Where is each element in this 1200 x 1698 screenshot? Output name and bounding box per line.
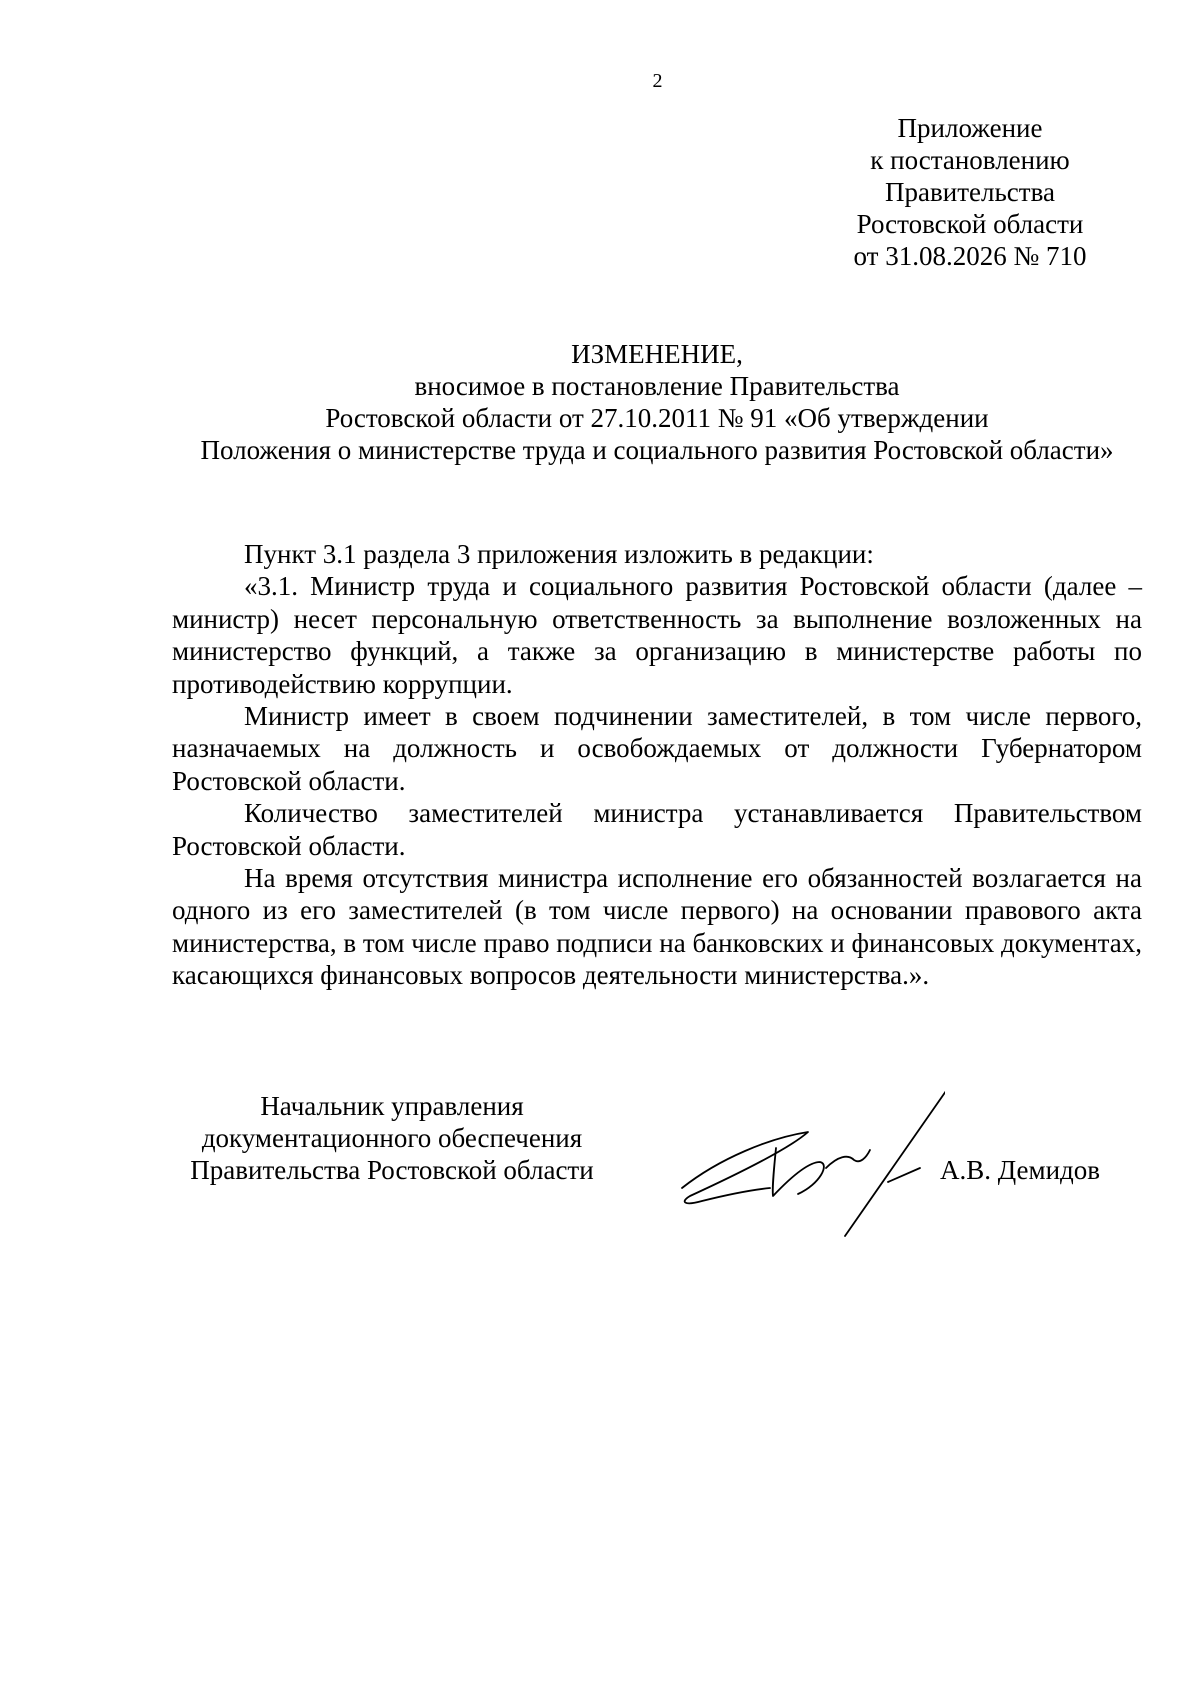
body-paragraph: Пункт 3.1 раздела 3 приложения изложить в редакции:: [244, 539, 874, 569]
title-line: Положения о министерстве труда и социального развития Ростовской области»: [200, 435, 1114, 465]
handwritten-signature: [680, 1078, 945, 1243]
appendix-line: Ростовской области: [856, 209, 1084, 239]
body-paragraph: Министр имеет в своем подчинении заместителей, в том числе первого, назначаемых на должность и освобождаемых от должности Губернатором Ростовской области.: [172, 701, 1142, 796]
page-number: 2: [652, 70, 663, 92]
signer-position-line: документационного обеспечения: [201, 1123, 583, 1153]
document-body: [172, 538, 1142, 992]
signer-name: А.В. Демидов: [940, 1155, 1101, 1185]
document-title: [172, 338, 1142, 466]
appendix-date-number: от 31.08.2026 № 710: [853, 241, 1087, 271]
appendix-line: к постановлению: [870, 145, 1070, 175]
body-paragraph: Количество заместителей министра устанавливается Правительством Ростовской области.: [172, 798, 1142, 861]
body-paragraph: На время отсутствия министра исполнение его обязанностей возлагается на одного из его заместителей (в том числе первого) на основании правового акта министерства, в том числе право подписи на банковских и финансовых документах, касающихся финансовых вопросов деятельности министерства.».: [172, 863, 1142, 991]
appendix-line: Правительства: [885, 177, 1055, 207]
signer-position-line: Начальник управления: [260, 1091, 524, 1121]
appendix-header: [810, 112, 1130, 272]
title-line: Ростовской области от 27.10.2011 № 91 «Об утверждении: [325, 403, 989, 433]
body-paragraph: «3.1. Министр труда и социального развития Ростовской области (далее – министр) несет персональную ответственность за выполнение возложенных на министерство функций, а также за организацию в министерстве работы по противодействию коррупции.: [172, 571, 1142, 699]
title-line: вносимое в постановление Правительства: [414, 371, 900, 401]
signer-position: [172, 1090, 612, 1186]
title-heading: ИЗМЕНЕНИЕ,: [571, 339, 743, 369]
signer-position-line: Правительства Ростовской области: [190, 1155, 594, 1185]
appendix-line: Приложение: [897, 113, 1043, 143]
